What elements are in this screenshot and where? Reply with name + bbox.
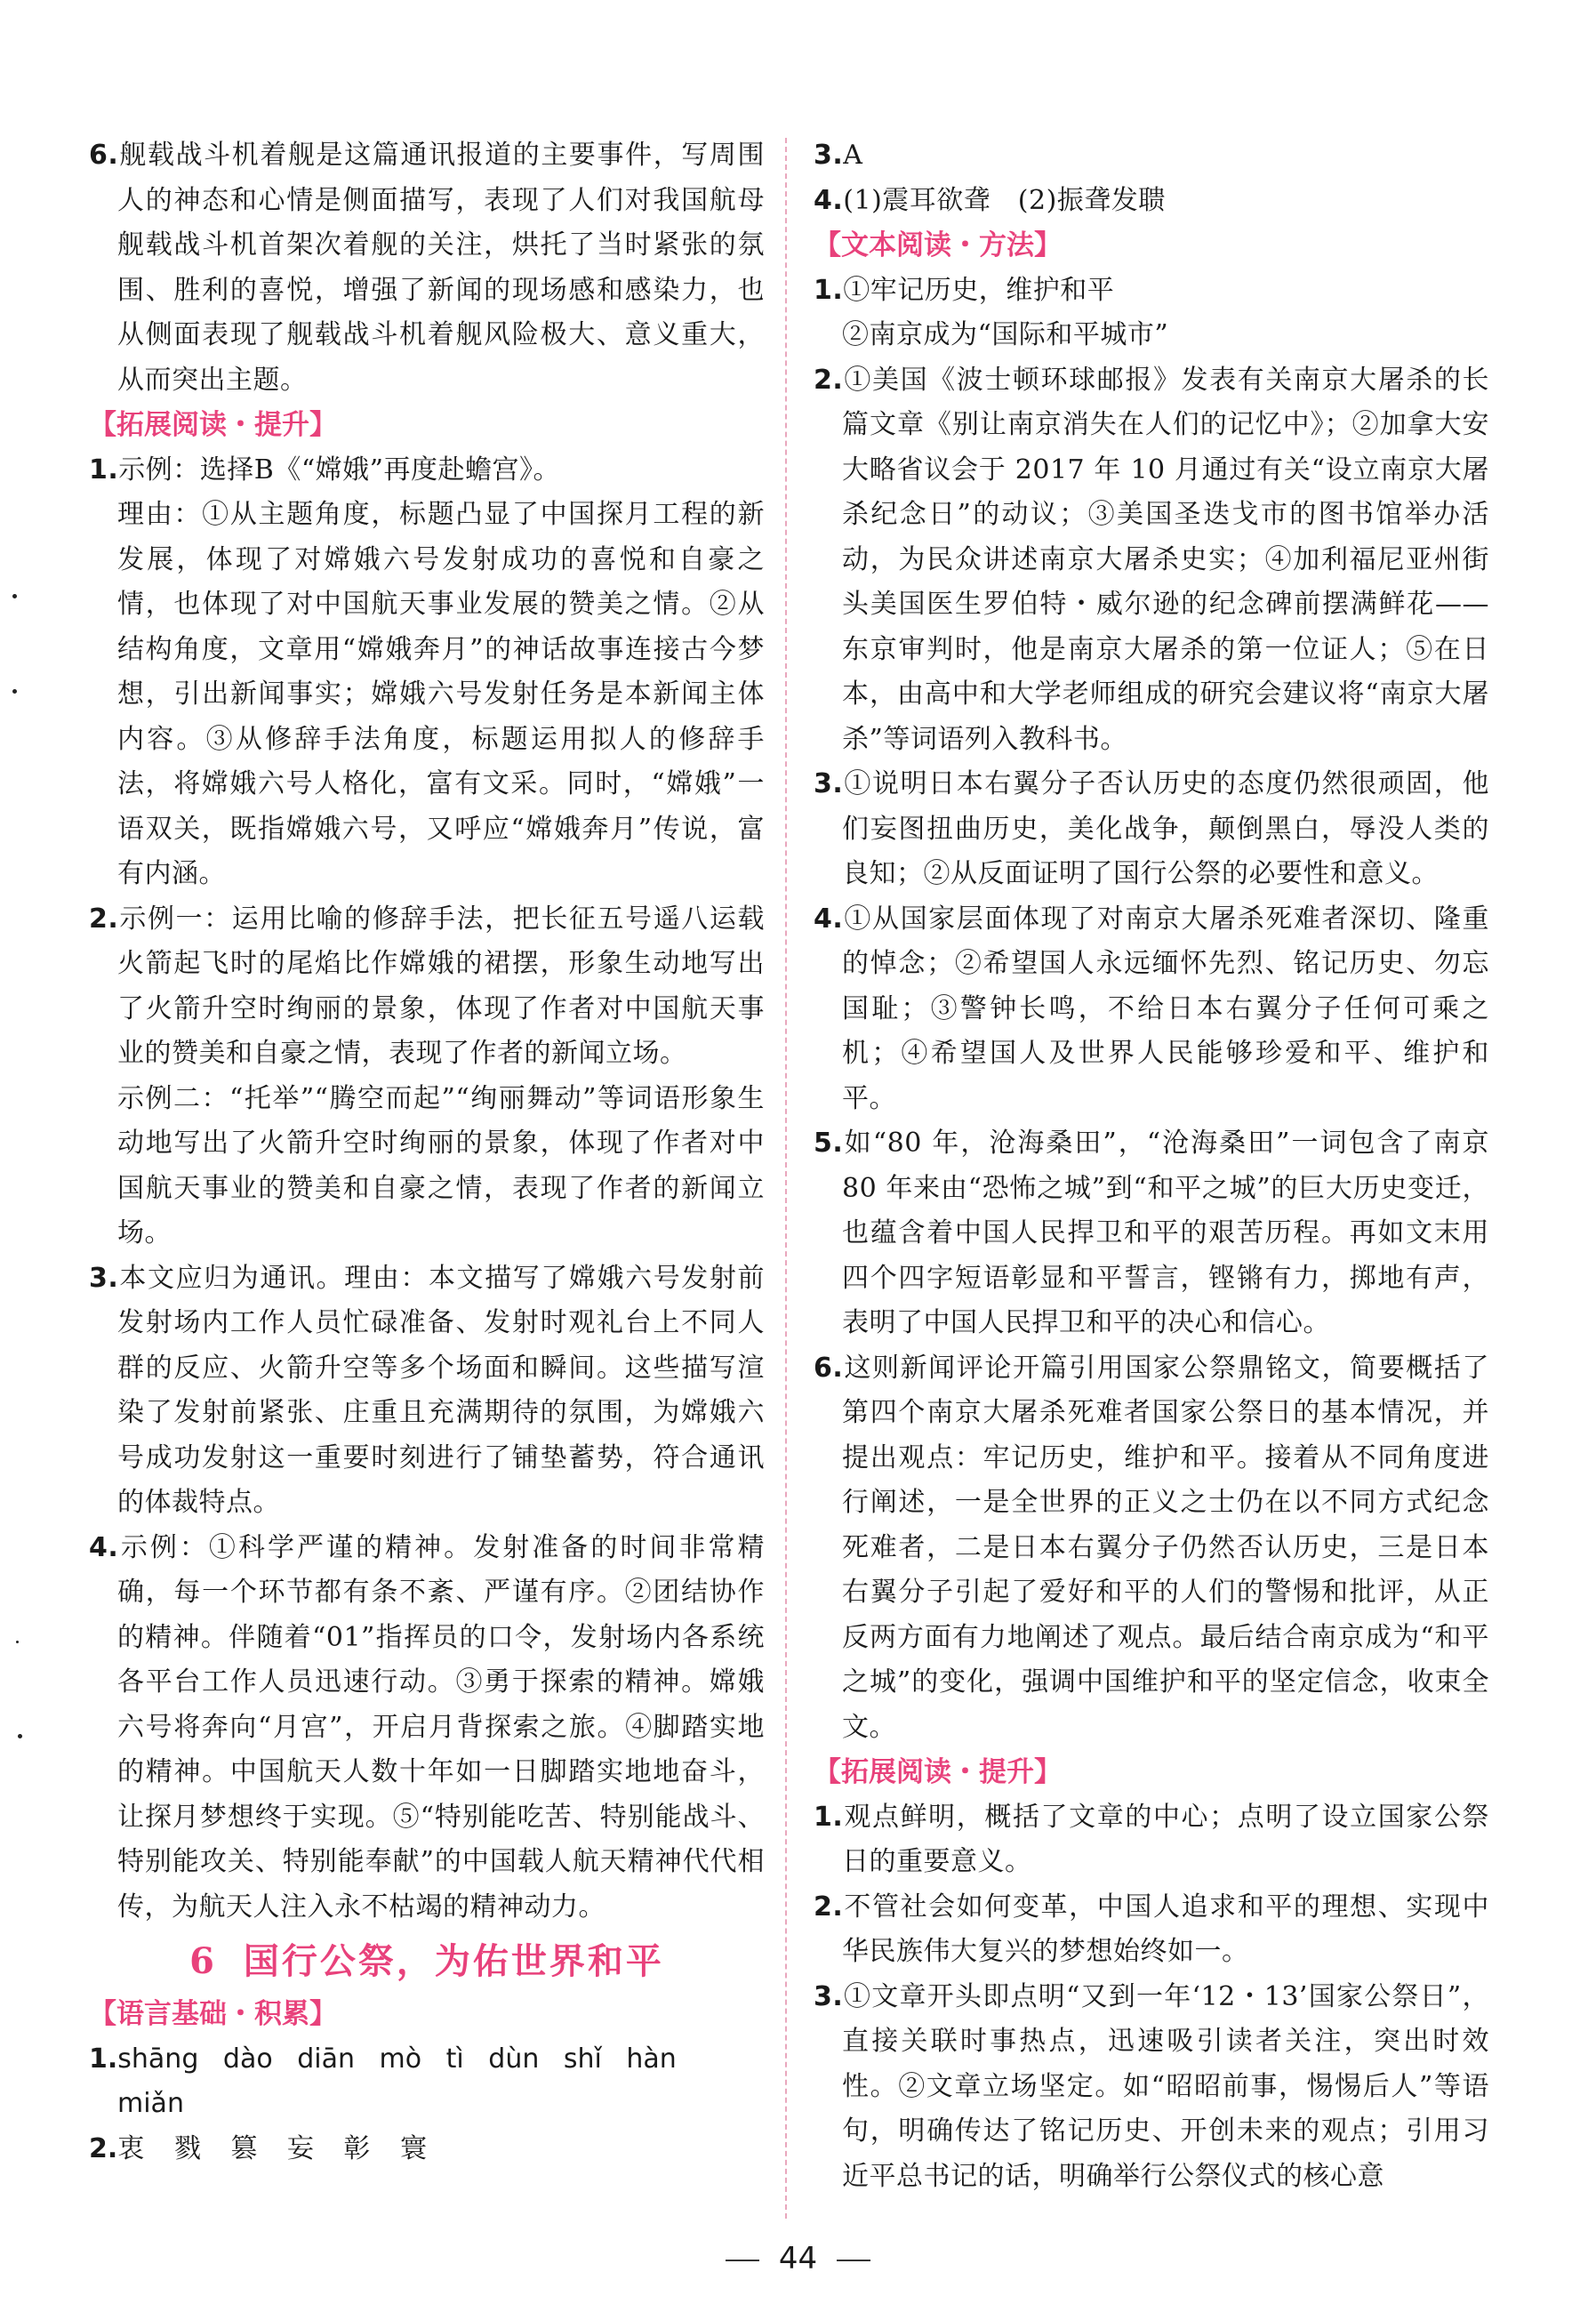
left-column (89, 133, 765, 2170)
answer-continuation: 理由：①从主题角度，标题凸显了中国探月工程的新发展，体现了对嫦娥六号发射成功的喜悦和自豪之情，也体现了对中国航天事业发展的赞美之情。②从结构角度，文章用“嫦娥奔月”的神话故事连接古今梦想，引出新闻事实；嫦娥六号发射任务是本新闻主体内容。③从修辞手法角度，标题运用拟人的修辞手法，将嫦娥六号人格化，富有文采。同时，“嫦娥”一语双关，既指嫦娥六号，又呼应“嫦娥奔月”传说，富有内涵。 (117, 499, 765, 889)
answer-item: 3.A (814, 140, 863, 171)
section-heading-extended-reading: 【拓展阅读・提升】 (89, 409, 337, 441)
chapter-number: 6 (189, 1940, 217, 1982)
answer-item: 1.观点鲜明，概括了文章的中心；点明了设立国家公祭日的重要意义。 (814, 1801, 1489, 1877)
answer-item: 2.①美国《波士顿环球邮报》发表有关南京大屠杀的长篇文章《别让南京消失在人们的记忆中》；②加拿大安大略省议会于 2017 年 10 月通过有关“设立南京大屠杀纪念日”的动议；③美国圣迭戈市的图书馆举办活动，为民众讲述南京大屠杀史实；④加利福尼亚州街头美国医生罗伯特・威尔逊的纪念碑前摆满鲜花——东京审判时，他是南京大屠杀的第一位证人；⑤在日本，由高中和大学老师组成的研究会建议将“南京大屠杀”等词语列入教科书。 (814, 364, 1489, 755)
answer-item: 1.①牢记历史，维护和平 (814, 274, 1115, 306)
page-number: 44 (778, 2241, 818, 2276)
chapter-title (89, 1933, 765, 1990)
answer-item: 6.这则新闻评论开篇引用国家公祭鼎铭文，简要概括了第四个南京大屠杀死难者国家公祭日的基本情况，并提出观点：牢记历史，维护和平。接着从不同角度进行阐述，一是全世界的正义之士仍在以不同方式纪念死难者，二是日本右翼分子仍然否认历史，三是日本右翼分子引起了爱好和平的人们的警惕和批评，从正反两方面有力地阐述了观点。最后结合南京成为“和平之城”的变化，强调中国维护和平的坚定信念，收束全文。 (814, 1352, 1489, 1743)
answer-item: 3.①说明日本右翼分子否认历史的态度仍然很顽固，他们妄图扭曲历史，美化战争，颠倒黑白，辱没人类的良知；②从反面证明了国行公祭的必要性和意义。 (814, 768, 1489, 889)
answer-continuation: ②南京成为“国际和平城市” (842, 319, 1169, 350)
pinyin-answer: 1.shāng dào diān mò tì dùn shǐ hàn miǎn (89, 2043, 677, 2119)
column-divider (785, 138, 787, 2219)
answer-item: 1.示例：选择B《“嫦娥”再度赴蟾宫》。 (89, 454, 561, 486)
margin-dot (12, 594, 17, 598)
chapter-title-text: 国行公祭，为佑世界和平 (243, 1940, 664, 1982)
answer-item: 3.本文应归为通讯。理由：本文描写了嫦娥六号发射前发射场内工作人员忙碌准备、发射时观礼台上不同人群的反应、火箭升空等多个场面和瞬间。这些描写渲染了发射前紧张、庄重且充满期待的氛围，为嫦娥六号成功发射这一重要时刻进行了铺垫蓄势，符合通讯的体裁特点。 (89, 1262, 765, 1518)
answer-item: 5.如“80 年，沧海桑田”，“沧海桑田”一词包含了南京 80 年来由“恐怖之城”到“和平之城”的巨大历史变迁，也蕴含着中国人民捍卫和平的艰苦历程。再如文末用四个四字短语彰显和平誓言，铿锵有力，掷地有声，表明了中国人民捍卫和平的决心和信心。 (814, 1128, 1489, 1338)
section-heading-language-basics: 【语言基础・积累】 (89, 1998, 337, 2030)
section-heading-extended-reading: 【拓展阅读・提升】 (814, 1756, 1062, 1788)
footer-dash-right (837, 2260, 870, 2261)
margin-dot (18, 1734, 22, 1738)
answer-item: 2.示例一：运用比喻的修辞手法，把长征五号遥八运载火箭起飞时的尾焰比作嫦娥的裙摆，形象生动地写出了火箭升空时绚丽的景象，体现了作者对中国航天事业的赞美和自豪之情，表现了作者的新闻立场。 (89, 903, 765, 1069)
section-heading-text-reading: 【文本阅读・方法】 (814, 229, 1062, 261)
answer-item: 4.(1)震耳欲聋 (2)振聋发聩 (814, 184, 1166, 216)
footer-dash-left (726, 2260, 759, 2261)
margin-dot (12, 689, 17, 694)
answer-item: 4.①从国家层面体现了对南京大屠杀死难者深切、隆重的悼念；②希望国人永远缅怀先烈、铭记历史、勿忘国耻；③警钟长鸣，不给日本右翼分子任何可乘之机；④希望国人及世界人民能够珍爱和平、维护和平。 (814, 903, 1489, 1114)
page-footer (0, 2241, 1596, 2276)
answer-item: 3.①文章开头即点明“又到一年‘12・13’国家公祭日”，直接关联时事热点，迅速吸引读者关注，突出时效性。②文章立场坚定。如“昭昭前事，惕惕后人”等语句，明确传达了铭记历史、开创未来的观点；引用习近平总书记的话，明确举行公祭仪式的核心意 (814, 1980, 1489, 2192)
answer-item: 6.舰载战斗机着舰是这篇通讯报道的主要事件，写周围人的神态和心情是侧面描写，表现了人们对我国航母舰载战斗机首架次着舰的关注，烘托了当时紧张的氛围、胜利的喜悦，增强了新闻的现场感和感染力，也从侧面表现了舰载战斗机着舰风险极大、意义重大，从而突出主题。 (89, 140, 765, 396)
answer-item: 2.不管社会如何变革，中国人追求和平的理想、实现中华民族伟大复兴的梦想始终如一。 (814, 1891, 1489, 1967)
answer-item: 4.示例：①科学严谨的精神。发射准备的时间非常精确，每一个环节都有条不紊、严谨有序。②团结协作的精神。伴随着“01”指挥员的口令，发射场内各系统各平台工作人员迅速行动。③勇于探索的精神。嫦娥六号将奔向“月宫”，开启月背探索之旅。④脚踏实地的精神。中国航天人数十年如一日脚踏实地地奋斗，让探月梦想终于实现。⑤“特别能吃苦、特别能战斗、特别能攻关、特别能奉献”的中国载人航天精神代代相传，为航天人注入永不枯竭的精神动力。 (89, 1531, 765, 1923)
margin-dot (16, 1641, 19, 1643)
answer-continuation: 示例二：“托举”“腾空而起”“绚丽舞动”等词语形象生动地写出了火箭升空时绚丽的景象，体现了作者对中国航天事业的赞美和自豪之情，表现了作者的新闻立场。 (117, 1082, 765, 1248)
right-column (814, 133, 1489, 2192)
character-answer: 2.衷 戮 篡 妄 彰 寰 (89, 2132, 427, 2164)
